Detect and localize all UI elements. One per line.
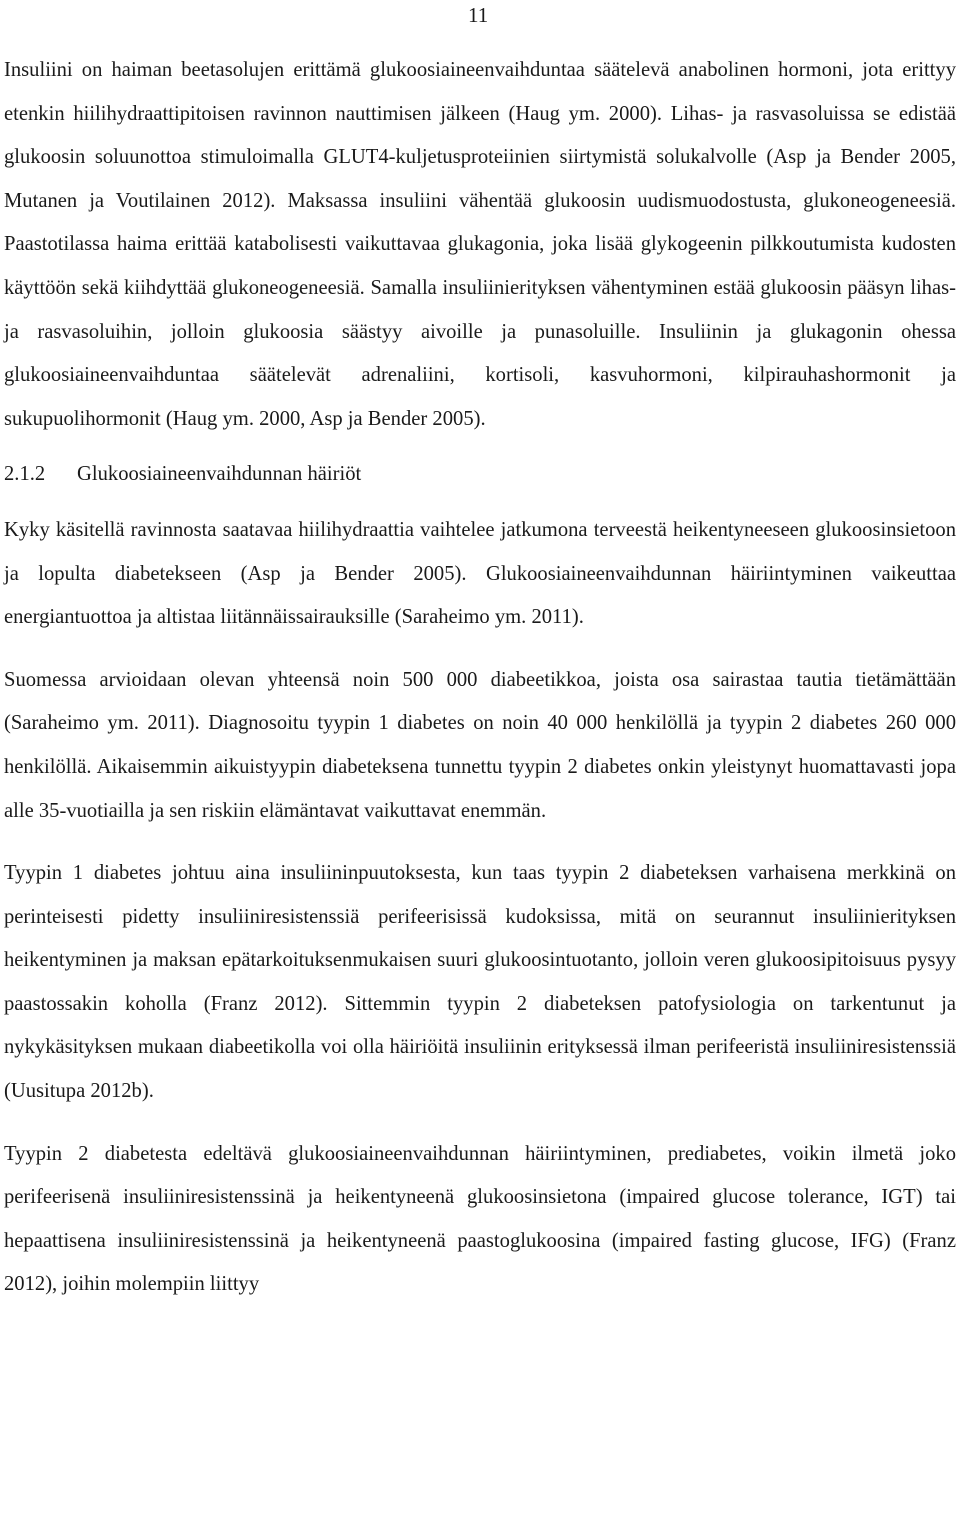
- paragraph-insulin: Insuliini on haiman beetasolujen erittämä glukoosiaineenvaihduntaa säätelevä anabolinen hormoni, jota erittyy etenkin hiilihydraattipitoisen ravinnon nauttimisen jälkeen (Haug ym. 2000). Lihas- ja rasvasoluissa se edistää glukoosin soluunottoa stimuloimalla GLUT4-kuljetusproteiinien siirtymistä solukalvolle (Asp ja Bender 2005, Mutanen ja Voutilainen 2012). Maksassa insuliini vähentää glukoosin uudismuodostusta, glukoneogeneesiä. Paastotilassa haima erittää katabolisesti vaikuttavaa glukagonia, joka lisää glykogeenin pilkkoutumista kudosten käyttöön sekä kiihdyttää glukoneogeneesiä. Samalla insuliinierityksen vähentyminen estää glukoosin pääsyn lihas- ja rasvasoluihin, jolloin glukoosia säästyy aivoille ja punasoluille. Insuliinin ja glukagonin ohessa glukoosiaineenvaihduntaa säätelevät adrenaliini, kortisoli, kasvuhormoni, kilpirauhashormonit ja sukupuolihormonit (Haug ym. 2000, Asp ja Bender 2005).: [4, 59, 956, 430]
- paragraph-prediabetes: Tyypin 2 diabetesta edeltävä glukoosiaineenvaihdunnan häiriintyminen, prediabetes, voikin ilmetä joko perifeerisenä insuliiniresistenssinä ja heikentyneenä glukoosinsietona (impaired glucose tolerance, IGT) tai hepaattisena insuliiniresistenssinä ja heikentyneenä paastoglukoosina (impaired fasting glucose, IFG) (Franz 2012), joihin molempiin liittyy: [4, 1142, 956, 1296]
- section-heading: [4, 453, 956, 497]
- document-body: [4, 49, 956, 1307]
- paragraph-finland-statistics: Suomessa arvioidaan olevan yhteensä noin 500 000 diabeetikkoa, joista osa sairastaa tautia tietämättään (Saraheimo ym. 2011). Diagnosoitu tyypin 1 diabetes on noin 40 000 henkilöllä ja tyypin 2 diabetes 260 000 henkilöllä. Aikaisemmin aikuistyypin diabeteksena tunnettu tyypin 2 diabetes onkin yleistynyt huomattavasti jopa alle 35-vuotiailla ja sen riskiin elämäntavat vaikuttavat enemmän.: [4, 668, 956, 822]
- section-title: Glukoosiaineenvaihdunnan häiriöt: [77, 463, 362, 486]
- page-number: 11: [468, 3, 489, 27]
- paragraph-glucose-disorders: Kyky käsitellä ravinnosta saatavaa hiilihydraattia vaihtelee jatkumona terveestä heikentyneeseen glukoosinsietoon ja lopulta diabetekseen (Asp ja Bender 2005). Glukoosiaineenvaihdunnan häiriintyminen vaikeuttaa energiantuottoa ja altistaa liitännäissairauksille (Saraheimo ym. 2011).: [4, 518, 956, 629]
- paragraph-diabetes-types: Tyypin 1 diabetes johtuu aina insuliininpuutoksesta, kun taas tyypin 2 diabeteksen varhaisena merkkinä on perinteisesti pidetty insuliiniresistenssiä perifeerisissä kudoksissa, mitä on seurannut insuliinierityksen heikentyminen ja maksan epätarkoituksenmukaisen suuri glukoosintuotanto, jolloin veren glukoosipitoisuus pysyy paastossakin koholla (Franz 2012). Sittemmin tyypin 2 diabeteksen patofysiologia on tarkentunut ja nykykäsityksen mukaan diabeetikolla voi olla häiriöitä insuliinin erityksessä ilman perifeeristä insuliiniresistenssiä (Uusitupa 2012b).: [4, 862, 956, 1103]
- section-number: 2.1.2: [4, 463, 46, 486]
